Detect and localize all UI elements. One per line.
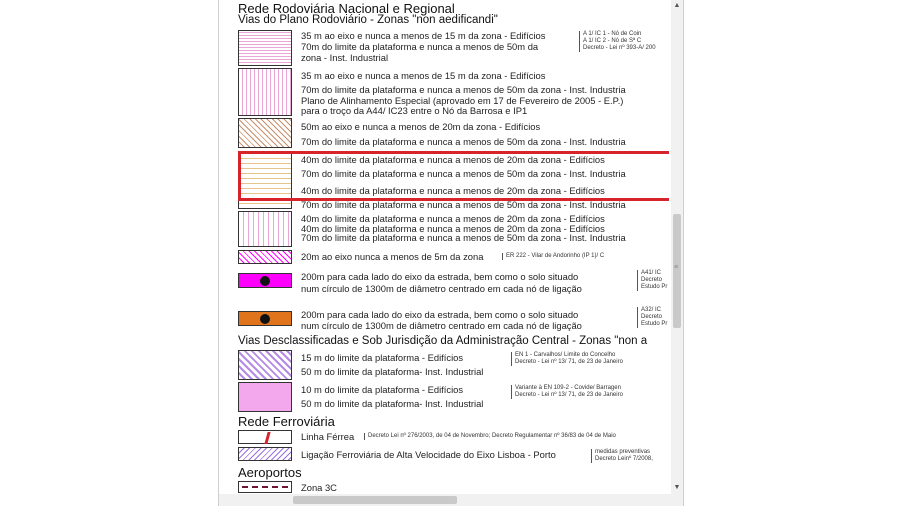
legend-swatch-12 [238,250,292,264]
railway-mark-icon [264,432,270,444]
legend-text-11-0: 70m do limite da plataforma e nunca a menos de 50m da zona - Inst. Industria [301,232,626,243]
legend-swatch-19 [238,481,292,493]
legend-text-19-0: Zona 3C [301,482,337,493]
legend-side-16-0: Variante à EN 109-2 - Covide/ Barragen [515,385,621,391]
legend-text-0-0: 35 m ao eixo e nunca a menos de 15 m da zona - Edifícios [301,30,546,41]
section-title-vias-desclassificadas: Vias Desclassificadas e Sob Jurisdição da Administração Central - Zonas "non a [238,335,648,347]
legend-text-13-1: num círculo de 1300m de diâmetro centrado em cada nó de ligação [301,283,582,294]
legend-side-13-2: Estudo Pr [641,284,668,290]
legend-side-13-1: Decreto [641,277,663,283]
legend-side-14-0: A32/ IC [641,307,662,313]
legend-text-0-1: 70m do limite da plataforma e nunca a menos de 50m da [301,41,539,52]
vertical-scrollbar[interactable] [671,0,683,494]
vertical-scroll-thumb[interactable] [673,214,681,328]
scroll-up-icon[interactable]: ▲ [673,2,681,9]
legend-side-16 [511,385,623,399]
legend-side-15-1: Decreto - Lei nº 13/ 71, de 23 de Janeiro [515,359,623,365]
legend-text-8-0: 70m do limite da plataforma e nunca a menos de 50m da zona - Inst. Industria [301,199,626,210]
legend-swatch-14 [238,311,292,326]
legend-text-15-0: 15 m do limite da plataforma - Edifícios [301,352,464,363]
document-viewer [218,0,684,506]
legend-text-3-0: 50m ao eixo e nunca a menos de 20m da zona - Edifícios [301,121,541,132]
legend-text-18-0: Ligação Ferroviária de Alta Velocidade do Eixo Lisboa - Porto [301,449,556,460]
legend-side-18-1: Decreto Leinº 7/2008, [595,456,653,462]
legend-text-6-0: 70m do limite da plataforma e nunca a menos de 50m da zona - Inst. Industria [301,168,626,179]
legend-side-15 [511,352,623,366]
legend-text-15-1: 50 m do limite da plataforma- Inst. Industrial [301,366,484,377]
scroll-grip-icon: ≡ [674,264,679,271]
legend-side-12 [502,253,604,260]
legend-text-1-0: 35 m ao eixo e nunca a menos de 15 m da zona - Edifícios [301,70,546,81]
legend-swatch-16 [238,382,292,412]
legend-side-13 [637,270,667,291]
section-title-rede-rodoviaria: Rede Rodoviária Nacional e Regional [238,1,455,16]
legend-side-16-1: Decreto - Lei nº 13/ 71, de 23 de Janeiro [515,392,623,398]
legend-text-12-0: 20m ao eixo nunca a menos de 5m da zona [301,251,484,262]
legend-text-17-0: Linha Férrea [301,431,355,442]
legend-text-10-0: 40m do limite da plataforma e nunca a menos de 20m da zona - Edifícios [301,223,605,234]
legend-side-0 [579,31,656,52]
legend-swatch-1 [238,68,292,116]
legend-swatch-18 [238,447,292,461]
legend-swatch-0 [238,30,292,66]
legend-text-9-0: 40m do limite da plataforma e nunca a menos de 20m da zona - Edifícios [301,213,605,224]
legend-text-7-0: 40m do limite da plataforma e nunca a menos de 20m da zona - Edifícios [301,185,605,196]
legend-swatch-9 [238,211,292,247]
node-circle-icon [260,314,270,324]
section-title-aeroportos: Aeroportos [238,465,302,480]
legend-side-0-1: A 1/ IC 2 - Nó de Sª C [583,38,642,44]
legend-text-16-0: 10 m do limite da plataforma - Edifícios [301,384,464,395]
legend-side-14-2: Estudo Pr [641,321,668,327]
legend-text-2-1: Plano de Alinhamento Especial (aprovado em 17 de Fevereiro de 2005 - E.P.) [301,95,624,106]
legend-swatch-17 [238,430,292,444]
horizontal-scroll-thumb[interactable] [293,496,457,504]
horizontal-scrollbar[interactable] [219,494,683,506]
legend-side-12-0: ER 222 - Vilar de Andorinho (IP 1)/ C [506,253,605,259]
section-title-vias-plano: Vias do Plano Rodoviário - Zonas "non aedificandi" [238,14,498,26]
node-circle-icon [260,276,270,286]
legend-side-18 [591,449,653,463]
legend-swatch-13 [238,273,292,288]
legend-side-14-1: Decreto [641,314,663,320]
legend-side-15-0: EN 1 - Carvalhos/ Limite do Concelho [515,352,616,358]
legend-side-14 [637,307,667,328]
scroll-down-icon[interactable]: ▼ [673,484,681,491]
section-title-rede-ferroviaria: Rede Ferroviária [238,414,335,429]
legend-swatch-15 [238,350,292,380]
legend-side-13-0: A41/ IC [641,270,662,276]
legend-text-14-1: num círculo de 1300m de diâmetro centrado em cada nó de ligação [301,320,582,331]
legend-page [219,0,669,494]
legend-side-0-0: A 1/ IC 1 - Nó de Coin [583,31,642,37]
legend-text-16-1: 50 m do limite da plataforma- Inst. Industrial [301,398,484,409]
zone-line-icon [242,486,288,488]
legend-text-5-0: 40m do limite da plataforma e nunca a menos de 20m da zona - Edifícios [301,154,605,165]
legend-text-14-0: 200m para cada lado do eixo da estrada, bem como o solo situado [301,309,579,320]
legend-text-2-2: para o troço da A44/ IC23 entre o Nó da Barrosa e IP1 [301,105,528,116]
legend-text-13-0: 200m para cada lado do eixo da estrada, bem como o solo situado [301,271,579,282]
selection-highlight [238,151,669,201]
legend-side-17 [364,433,616,440]
legend-side-18-0: medidas preventivas [595,449,651,455]
legend-side-0-2: Decreto - Lei nº 393-A/ 200 [583,45,656,51]
legend-text-4-0: 70m do limite da plataforma e nunca a menos de 50m da zona - Inst. Industria [301,136,626,147]
legend-swatch-3 [238,118,292,148]
legend-text-0-2: zona - Inst. Industrial [301,52,389,63]
legend-side-17-0: Decreto Lei nº 276/2003, de 04 de Novembro; Decreto Regulamentar nº 36/83 de 04 de Maio [368,433,616,439]
legend-text-2-0: 70m do limite da plataforma e nunca a menos de 50m da zona - Inst. Industria [301,84,626,95]
